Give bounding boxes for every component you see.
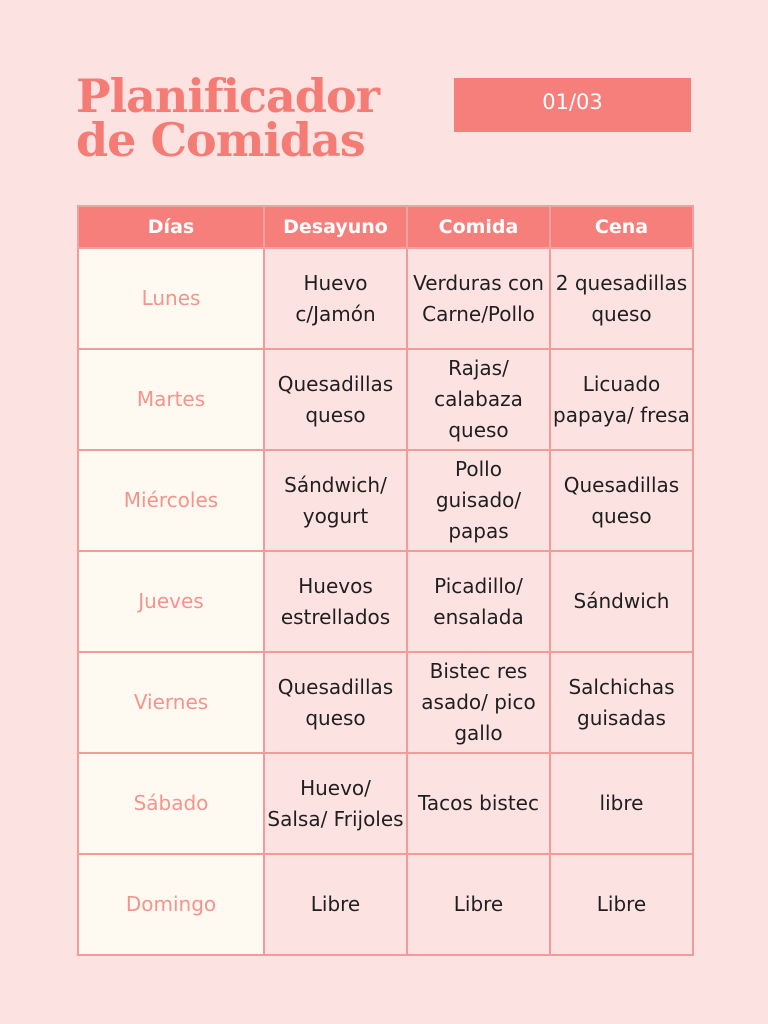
breakfast-cell: Sándwich/ yogurt	[264, 450, 407, 551]
header-lunch: Comida	[407, 206, 550, 248]
dinner-cell: Salchichas guisadas	[550, 652, 693, 753]
dinner-cell: Licuado papaya/ fresa	[550, 349, 693, 450]
dinner-cell: Sándwich	[550, 551, 693, 652]
lunch-cell: Rajas/ calabaza queso	[407, 349, 550, 450]
day-cell: Sábado	[78, 753, 264, 854]
dinner-cell: libre	[550, 753, 693, 854]
dinner-cell: Libre	[550, 854, 693, 955]
day-cell: Jueves	[78, 551, 264, 652]
lunch-cell: Bistec res asado/ pico gallo	[407, 652, 550, 753]
breakfast-cell: Huevo c/Jamón	[264, 248, 407, 349]
lunch-cell: Tacos bistec	[407, 753, 550, 854]
day-cell: Viernes	[78, 652, 264, 753]
date-badge: 01/03	[454, 78, 691, 132]
lunch-cell: Libre	[407, 854, 550, 955]
lunch-cell: Verduras con Carne/Pollo	[407, 248, 550, 349]
breakfast-cell: Libre	[264, 854, 407, 955]
breakfast-cell: Quesadillas queso	[264, 652, 407, 753]
table-row	[78, 652, 693, 753]
table-row	[78, 854, 693, 955]
day-cell: Lunes	[78, 248, 264, 349]
table-row	[78, 349, 693, 450]
title-line-1: Planificador	[76, 69, 379, 123]
dinner-cell: 2 quesadillas queso	[550, 248, 693, 349]
lunch-cell: Pollo guisado/ papas	[407, 450, 550, 551]
header-breakfast: Desayuno	[264, 206, 407, 248]
table-row	[78, 450, 693, 551]
day-cell: Martes	[78, 349, 264, 450]
day-cell: Domingo	[78, 854, 264, 955]
header-days: Días	[78, 206, 264, 248]
breakfast-cell: Huevo/ Salsa/ Frijoles	[264, 753, 407, 854]
page-title	[76, 69, 379, 167]
breakfast-cell: Quesadillas queso	[264, 349, 407, 450]
dinner-cell: Quesadillas queso	[550, 450, 693, 551]
header-dinner: Cena	[550, 206, 693, 248]
lunch-cell: Picadillo/ ensalada	[407, 551, 550, 652]
title-line-2: de Comidas	[76, 113, 365, 167]
table-row	[78, 551, 693, 652]
table-header-row	[78, 206, 693, 248]
table-row	[78, 753, 693, 854]
meal-planner-table	[77, 205, 694, 956]
table-row	[78, 248, 693, 349]
day-cell: Miércoles	[78, 450, 264, 551]
breakfast-cell: Huevos estrellados	[264, 551, 407, 652]
